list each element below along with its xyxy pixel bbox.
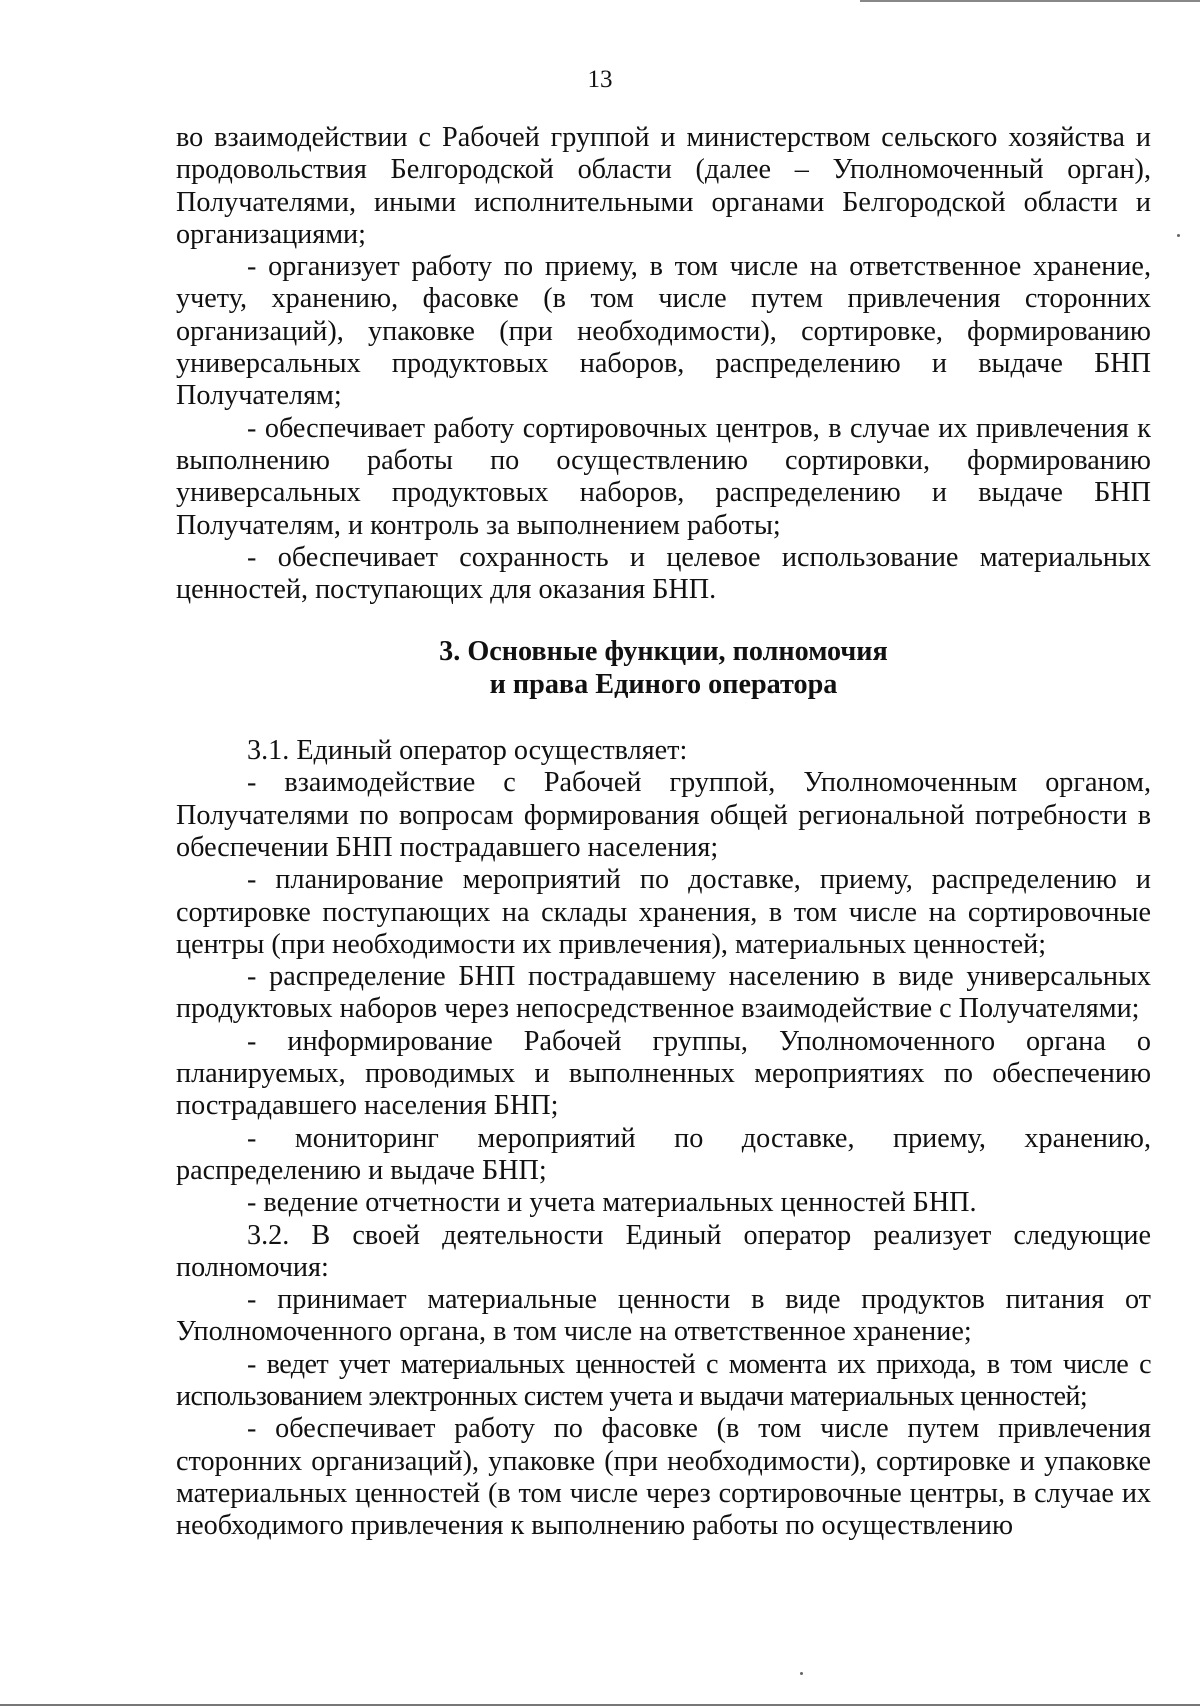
- paragraph: во взаимодействии с Рабочей группой и министерством сельского хозяйства и продовольствия Белгородской области (далее – Уполномоченный орган), Получателями, иными исполнительными органами Белгородской области и организациями;: [176, 122, 1151, 250]
- page-number: 13: [587, 66, 613, 93]
- section-heading: [176, 636, 1151, 701]
- scan-speck: [800, 1672, 803, 1675]
- paragraph: - ведет учет материальных ценностей с момента их прихода, в том числе с использованием электронных систем учета и выдачи материальных ценностей;: [176, 1348, 1151, 1412]
- section-heading-line: и права Единого оператора: [489, 668, 838, 700]
- paragraph: - информирование Рабочей группы, Уполномоченного органа о планируемых, проводимых и выполненных мероприятиях по обеспечению пострадавшего населения БНП;: [176, 1025, 1151, 1122]
- paragraph: 3.1. Единый оператор осуществляет:: [247, 735, 688, 767]
- paragraph: - обеспечивает сохранность и целевое использование материальных ценностей, поступающих для оказания БНП.: [176, 541, 1151, 606]
- section-heading-line: 3. Основные функции, полномочия: [439, 636, 888, 668]
- scan-edge-top: [860, 0, 1200, 2]
- document-body: [176, 122, 1151, 1542]
- paragraph: - планирование мероприятий по доставке, приему, распределению и сортировке поступающих на склады хранения, в том числе на сортировочные центры (при необходимости их привлечения), материальных ценностей;: [176, 864, 1151, 960]
- paragraph: - принимает материальные ценности в виде продуктов питания от Уполномоченного органа, в том числе на ответственное хранение;: [176, 1284, 1151, 1348]
- paragraph: - взаимодействие с Рабочей группой, Уполномоченным органом, Получателями по вопросам формирования общей региональной потребности в обеспечении БНП пострадавшего населения;: [176, 767, 1151, 863]
- paragraph: 3.2. В своей деятельности Единый оператор реализует следующие полномочия:: [176, 1219, 1151, 1283]
- scan-speck: [1177, 234, 1180, 237]
- paragraph: - обеспечивает работу сортировочных центров, в случае их привлечения к выполнению работы по осуществлению сортировки, формированию универсальных продуктовых наборов, распределению и выдаче БНП Получателям, и контроль за выполнением работы;: [176, 412, 1151, 541]
- paragraph: - распределение БНП пострадавшему населению в виде универсальных продуктовых наборов через непосредственное взаимодействие с Получателями;: [176, 961, 1151, 1025]
- paragraph: - ведение отчетности и учета материальных ценностей БНП.: [247, 1187, 977, 1219]
- paragraph: - мониторинг мероприятий по доставке, приему, хранению, распределению и выдаче БНП;: [176, 1122, 1151, 1186]
- paragraph: - обеспечивает работу по фасовке (в том числе путем привлечения сторонних организаций), упаковке (при необходимости), сортировке и упаковке материальных ценностей (в том числе через сортировочные центры, в случае их необходимого привлечения к выполнению работы по осуществлению: [176, 1413, 1151, 1542]
- paragraph: - организует работу по приему, в том числе на ответственное хранение, учету, хранению, фасовке (в том числе путем привлечения сторонних организаций), упаковке (при необходимости), сортировке, формированию универсальных продуктовых наборов, распределению и выдаче БНП Получателям;: [176, 251, 1151, 412]
